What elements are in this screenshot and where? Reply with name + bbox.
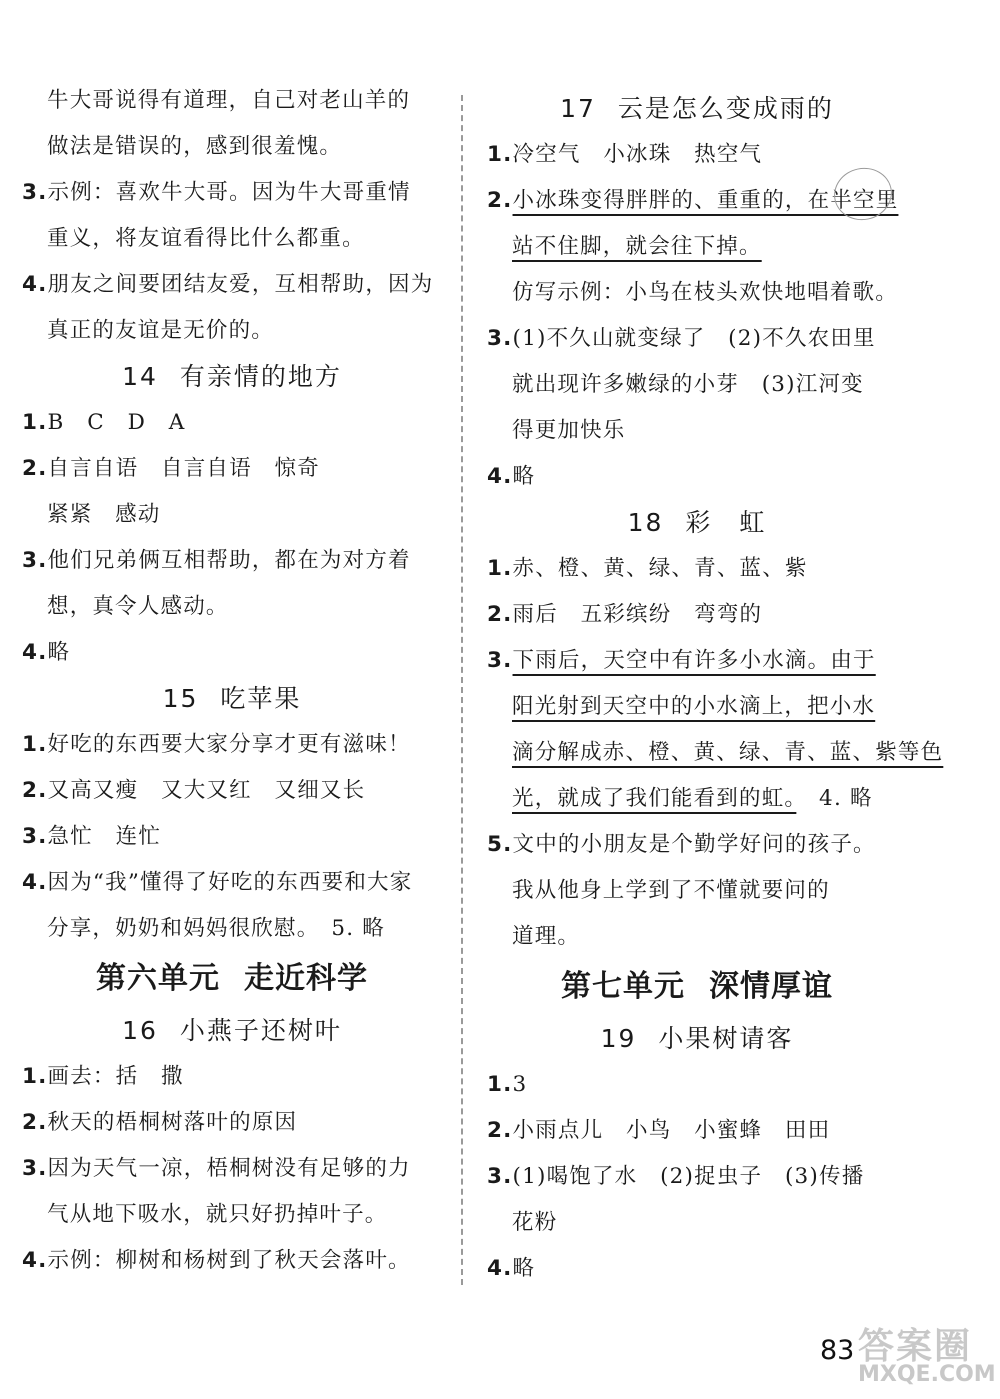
lesson-title: 吃苹果	[220, 684, 302, 713]
answer-line	[22, 538, 442, 584]
underlined-answer: 滴分解成赤、橙、黄、绿、青、蓝、紫等色	[512, 740, 944, 765]
answer-text: 略	[512, 1256, 536, 1281]
question-number: 4.	[22, 272, 48, 297]
answer-line	[487, 776, 907, 822]
question-number: 1.	[487, 1072, 513, 1097]
question-number: 2.	[22, 1110, 48, 1135]
underlined-answer: 站不住脚，就会往下掉。	[512, 234, 762, 259]
answer-line	[22, 906, 442, 952]
question-number: 1.	[22, 410, 48, 435]
answer-text: 得更加快乐	[512, 418, 626, 443]
left-column	[22, 78, 442, 1284]
lesson-number: 16	[122, 1016, 158, 1045]
answer-text: 又高又瘦 又大又红 又细又长	[47, 778, 366, 803]
answer-line	[487, 362, 907, 408]
watermark-url: MXQE.COM	[858, 1362, 996, 1387]
answer-line	[487, 408, 907, 454]
answer-line	[487, 454, 907, 500]
lesson-heading	[22, 676, 442, 722]
answer-text: 朋友之间要团结友爱，互相帮助，因为	[47, 272, 434, 297]
answer-text: 雨后 五彩缤纷 弯弯的	[512, 602, 763, 627]
answer-line	[22, 1146, 442, 1192]
question-number: 3.	[22, 548, 48, 573]
answer-line	[487, 914, 907, 960]
answer-line	[22, 262, 442, 308]
answer-text: 急忙 连忙	[47, 824, 162, 849]
answer-text: 做法是错误的，感到很羞愧。	[47, 134, 343, 159]
question-number: 2.	[22, 456, 48, 481]
answer-line	[487, 1154, 907, 1200]
answer-line	[22, 1238, 442, 1284]
question-number: 1.	[487, 142, 513, 167]
unit-title: 深情厚谊	[709, 969, 833, 1004]
answer-line	[487, 546, 907, 592]
question-number: 4.	[487, 464, 513, 489]
lesson-title: 云是怎么变成雨的	[617, 94, 834, 123]
answer-text: 分享，奶奶和妈妈很欣慰。 5. 略	[47, 916, 385, 941]
answer-text: 紧紧 感动	[47, 502, 161, 527]
question-number: 3.	[22, 1156, 48, 1181]
answer-text: 他们兄弟俩互相帮助，都在为对方着	[47, 548, 411, 573]
answer-line	[22, 768, 442, 814]
lesson-number: 18	[627, 508, 664, 537]
answer-text: 小雨点儿 小鸟 小蜜蜂 田田	[512, 1118, 831, 1143]
question-number: 1.	[22, 1064, 48, 1089]
answer-line	[22, 1100, 442, 1146]
answer-text: 示例：喜欢牛大哥。因为牛大哥重情	[47, 180, 411, 205]
answer-line	[487, 592, 907, 638]
answer-text: 就出现许多嫩绿的小芽 (3)江河变	[512, 372, 864, 397]
question-number: 1.	[487, 556, 513, 581]
question-number: 4.	[22, 1248, 48, 1273]
lesson-title: 小燕子还树叶	[179, 1016, 342, 1045]
answer-text: 气从地下吸水，就只好扔掉叶子。	[47, 1202, 388, 1227]
answer-text: 道理。	[512, 924, 581, 949]
unit-heading	[487, 960, 907, 1016]
answer-line	[22, 1054, 442, 1100]
answer-text: 仿写示例：小鸟在枝头欢快地唱着歌。	[512, 280, 898, 305]
answer-text: 我从他身上学到了不懂就要问的	[512, 878, 830, 903]
unit-number: 第七单元	[561, 969, 685, 1004]
question-number: 2.	[22, 778, 48, 803]
question-number: 3.	[487, 648, 513, 673]
answer-text: 示例：柳树和杨树到了秋天会落叶。	[47, 1248, 411, 1273]
question-number: 4.	[22, 870, 48, 895]
answer-line	[22, 584, 442, 630]
page-number: 83	[820, 1335, 855, 1366]
answer-line	[22, 630, 442, 676]
answer-text: 牛大哥说得有道理，自己对老山羊的	[47, 88, 411, 113]
answer-line	[487, 270, 907, 316]
lesson-heading	[487, 500, 907, 546]
unit-title: 走近科学	[244, 961, 368, 996]
lesson-heading	[487, 86, 907, 132]
answer-text: 因为天气一凉，梧桐树没有足够的力	[47, 1156, 411, 1181]
answer-line	[22, 216, 442, 262]
answer-text: 画去：括 撒	[47, 1064, 184, 1089]
question-number: 4.	[487, 1256, 513, 1281]
answer-text: 重义，将友谊看得比什么都重。	[47, 226, 365, 251]
underlined-answer: 阳光射到天空中的小水滴上，把小水	[512, 694, 876, 719]
answer-text: (1)不久山就变绿了 (2)不久农田里	[512, 326, 876, 351]
answer-line	[22, 1192, 442, 1238]
answer-line	[487, 132, 907, 178]
answer-text: 冷空气 小冰珠 热空气	[512, 142, 763, 167]
answer-text: 花粉	[512, 1210, 558, 1235]
answer-line	[22, 170, 442, 216]
lesson-number: 19	[600, 1024, 637, 1053]
answer-line	[22, 124, 442, 170]
answer-line	[487, 1108, 907, 1154]
answer-line	[487, 868, 907, 914]
question-number: 3.	[487, 326, 513, 351]
answer-line	[22, 446, 442, 492]
answer-line	[487, 822, 907, 868]
answer-text: 因为“我”懂得了好吃的东西要和大家	[47, 870, 413, 895]
answer-line	[487, 638, 907, 684]
lesson-heading	[487, 1016, 907, 1062]
lesson-heading	[22, 354, 442, 400]
answer-text: 真正的友谊是无价的。	[47, 318, 275, 343]
question-number: 3.	[22, 824, 48, 849]
answer-line	[22, 400, 442, 446]
answer-text: 文中的小朋友是个勤学好问的孩子。	[512, 832, 876, 857]
answer-text: 4. 略	[796, 786, 873, 811]
answer-text: B C D A	[47, 410, 186, 435]
lesson-title: 小果树请客	[658, 1024, 794, 1053]
answer-line	[22, 860, 442, 906]
answer-text: 自言自语 自言自语 惊奇	[47, 456, 320, 481]
answer-text: (1)喝饱了水 (2)捉虫子 (3)传播	[512, 1164, 865, 1189]
question-number: 2.	[487, 602, 513, 627]
question-number: 5.	[487, 832, 513, 857]
answer-text: 略	[47, 640, 71, 665]
lesson-heading	[22, 1008, 442, 1054]
answer-text: 好吃的东西要大家分享才更有滋味！	[47, 732, 411, 757]
column-divider	[461, 95, 463, 1285]
question-number: 1.	[22, 732, 48, 757]
answer-line	[487, 224, 907, 270]
answer-text: 想，真令人感动。	[47, 594, 229, 619]
question-number: 4.	[22, 640, 48, 665]
question-number: 3.	[487, 1164, 513, 1189]
unit-number: 第六单元	[96, 961, 220, 996]
underlined-answer: 小冰珠变得胖胖的、重重的，在半空里	[512, 188, 899, 213]
lesson-title: 有亲情的地方	[179, 362, 342, 391]
lesson-number: 15	[162, 684, 199, 713]
answer-line	[487, 316, 907, 362]
question-number: 3.	[22, 180, 48, 205]
answer-line	[487, 684, 907, 730]
answer-text: 略	[512, 464, 536, 489]
answer-line	[22, 308, 442, 354]
underlined-answer: 下雨后，天空中有许多小水滴。由于	[512, 648, 876, 673]
answer-text: 秋天的梧桐树落叶的原因	[47, 1110, 298, 1135]
answer-line	[22, 78, 442, 124]
lesson-number: 14	[122, 362, 158, 391]
lesson-number: 17	[560, 94, 596, 123]
question-number: 2.	[487, 1118, 513, 1143]
answer-line	[487, 1246, 907, 1292]
answer-line	[22, 814, 442, 860]
underlined-answer: 光，就成了我们能看到的虹。	[512, 786, 797, 811]
answer-line	[22, 722, 442, 768]
right-column	[487, 86, 944, 1292]
answer-line	[487, 1200, 907, 1246]
question-number: 2.	[487, 188, 513, 213]
lesson-title: 彩 虹	[685, 508, 767, 537]
unit-heading	[22, 952, 442, 1008]
watermark-logo: 答案圈	[858, 1326, 973, 1367]
answer-text: 3	[512, 1072, 528, 1097]
answer-line	[487, 730, 944, 776]
answer-line	[487, 1062, 907, 1108]
answer-line	[22, 492, 442, 538]
answer-text: 赤、橙、黄、绿、青、蓝、紫	[512, 556, 808, 581]
